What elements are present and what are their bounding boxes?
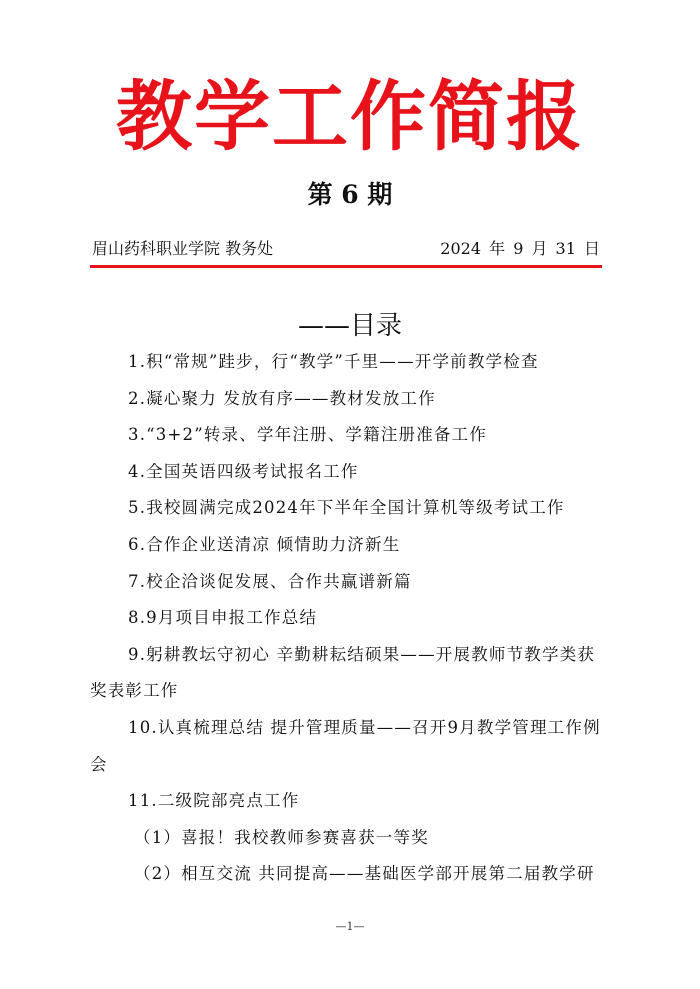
toc-heading: ——目录 <box>297 311 402 341</box>
issue-date: 2024 年 9 月 31 日 <box>440 239 600 258</box>
issuing-organization: 眉山药科职业学院 教务处 <box>92 239 274 258</box>
toc-item: 7.校企洽谈促发展、合作共赢谱新篇 <box>128 571 412 591</box>
toc-item: 9.躬耕教坛守初心 辛勤耕耘结硕果——开展教师节教学类获奖表彰工作 <box>90 644 596 701</box>
toc-item: 5.我校圆满完成2024年下半年全国计算机等级考试工作 <box>128 498 565 518</box>
toc-item: 1.积“常规”跬步，行“教学”千里——开学前教学检查 <box>128 352 539 371</box>
toc-item: 10.认真梳理总结 提升管理质量——召开9月教学管理工作例会 <box>90 717 601 774</box>
toc-item: 8.9月项目申报工作总结 <box>128 608 318 628</box>
bulletin-title: 教学工作简报 <box>116 72 584 161</box>
toc-item: 6.合作企业送清凉 倾情助力济新生 <box>128 534 401 554</box>
toc-item: 3.“3+2”转录、学年注册、学籍注册准备工作 <box>128 425 488 445</box>
toc-item: 2.凝心聚力 发放有序——教材发放工作 <box>128 388 436 408</box>
toc-subitem: （2）相互交流 共同提高——基础医学部开展第二届教学研 <box>134 864 595 884</box>
page-number: —1— <box>335 920 365 933</box>
toc-subitem: （1）喜报！我校教师参赛喜获一等奖 <box>134 827 429 847</box>
toc-item: 4.全国英语四级考试报名工作 <box>128 461 359 481</box>
table-of-contents <box>90 344 610 893</box>
header-divider <box>90 265 602 268</box>
toc-item: 11.二级院部亮点工作 <box>128 791 300 811</box>
issue-number: 第 6 期 <box>307 180 393 209</box>
